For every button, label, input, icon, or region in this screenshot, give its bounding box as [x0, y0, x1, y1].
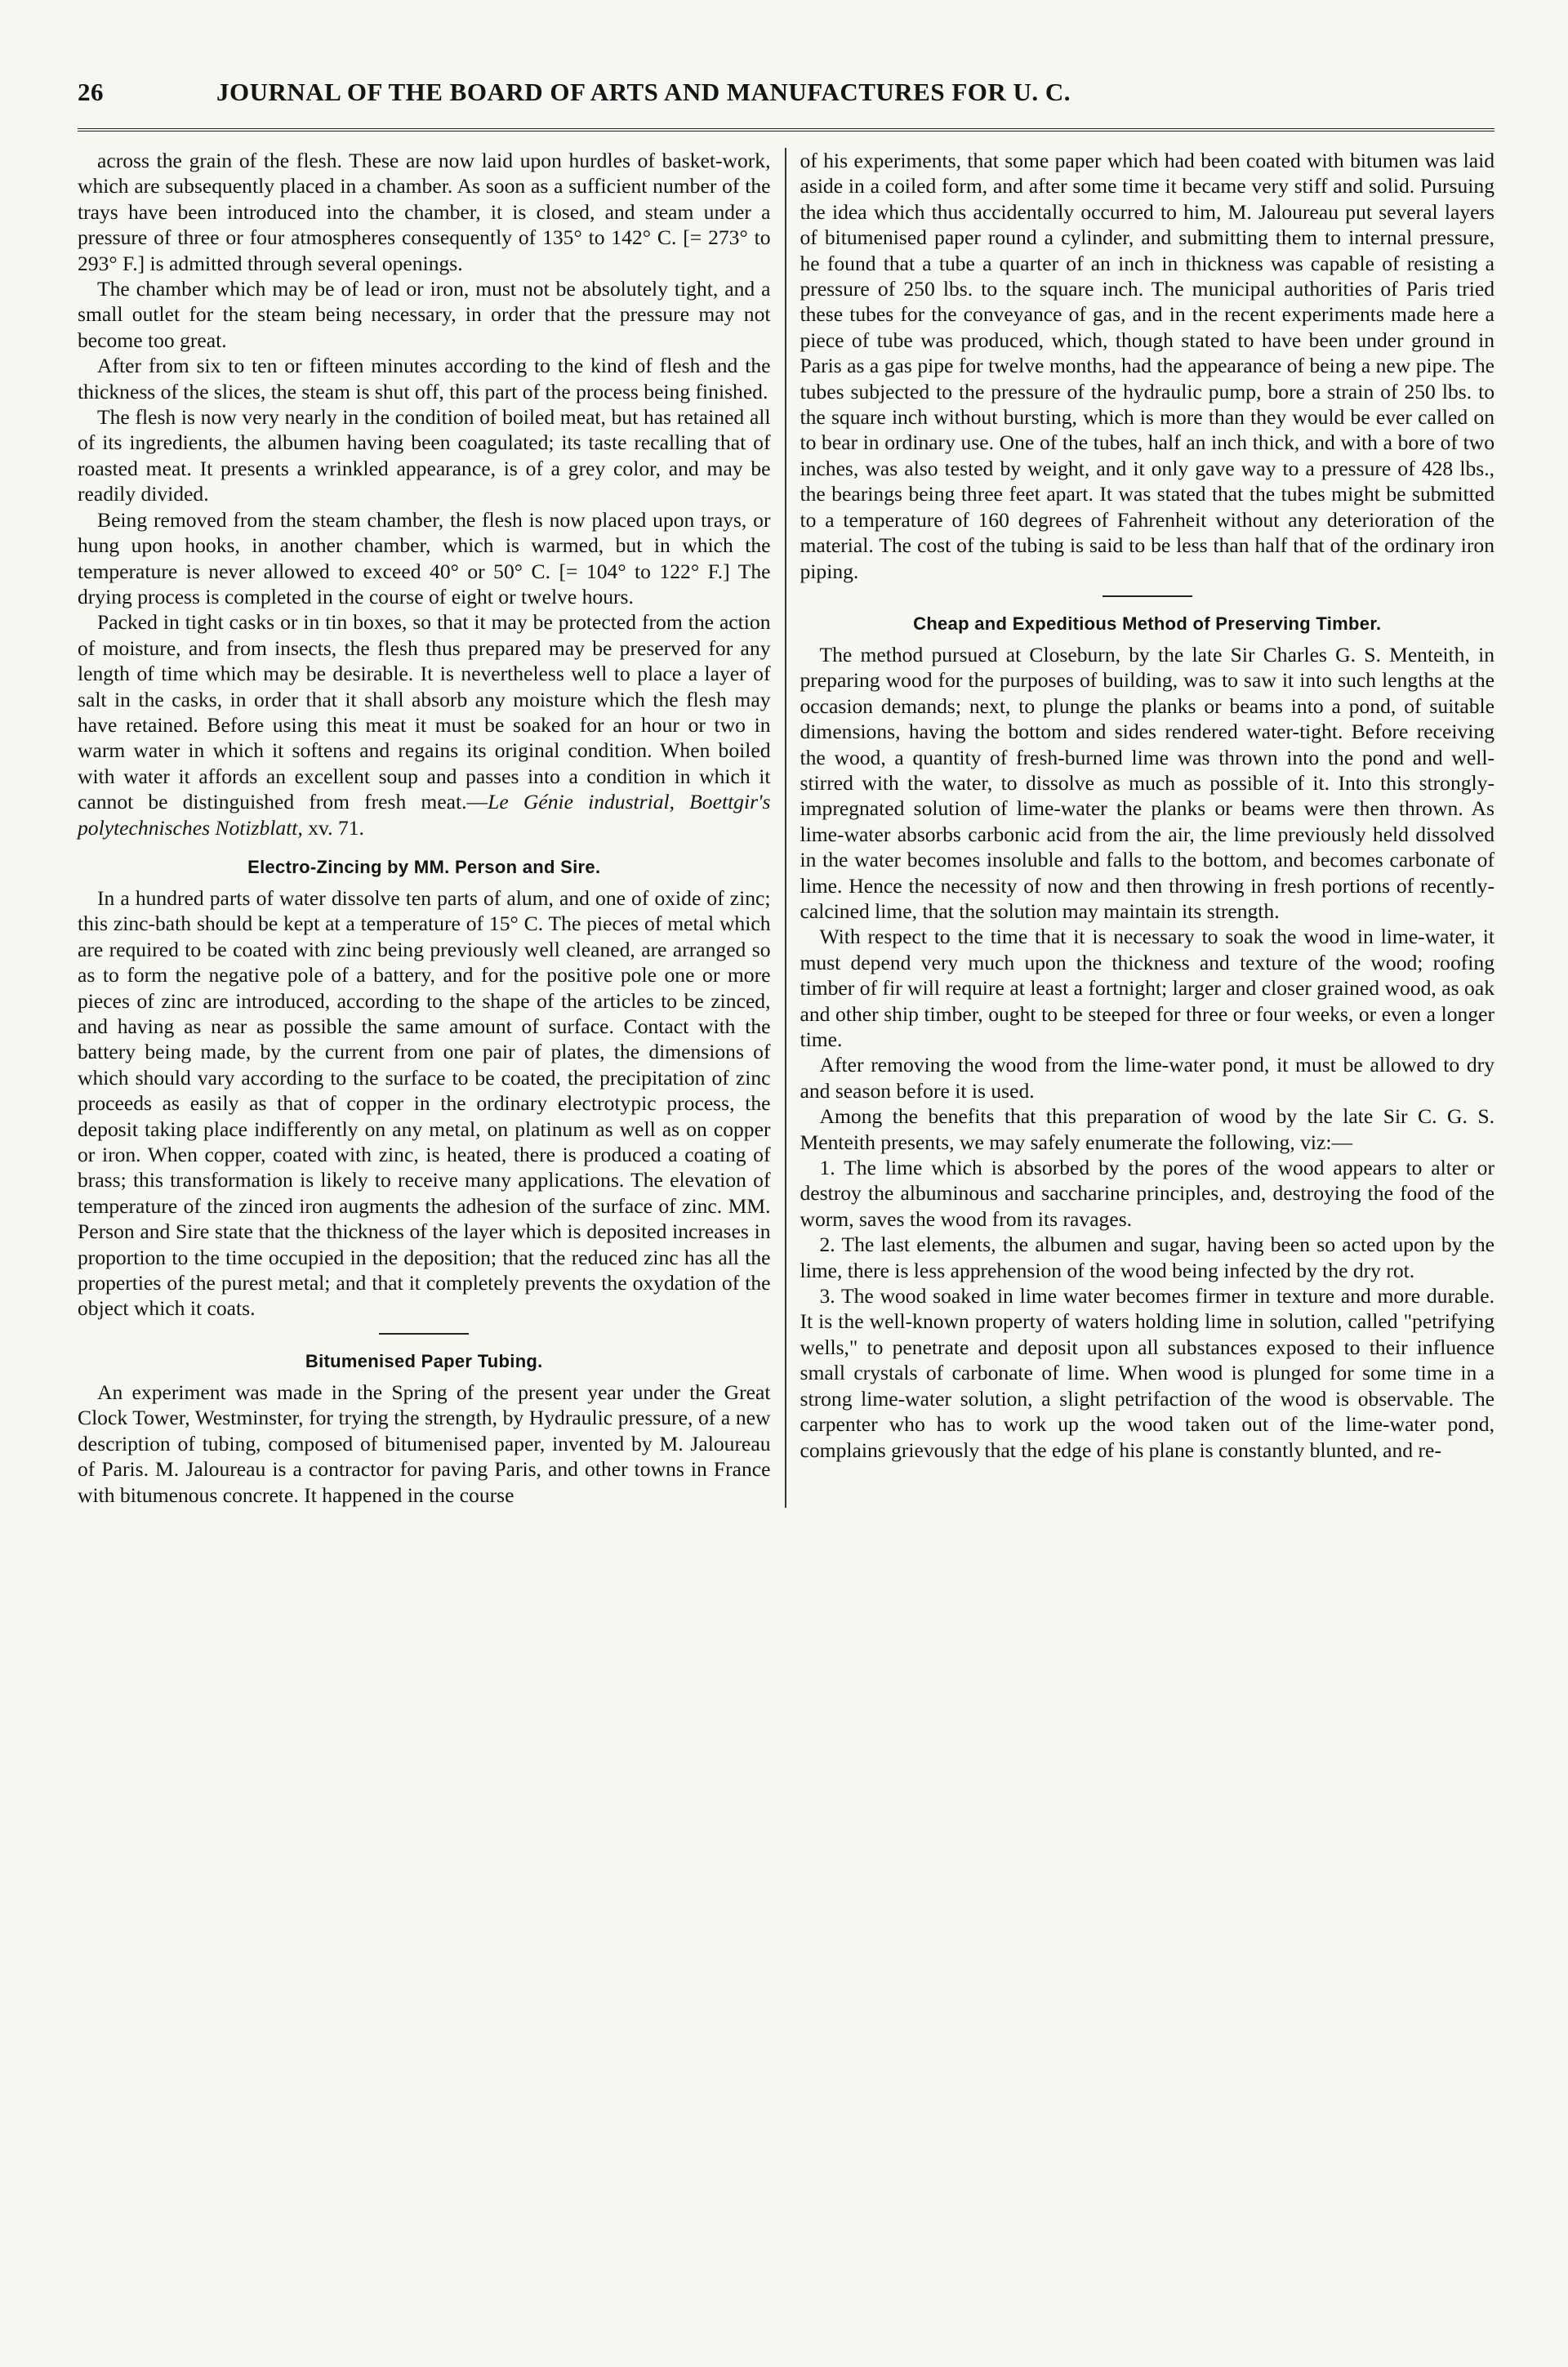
paragraph: After from six to ten or fifteen minutes according to the kind of flesh and the thickness of the slices, the steam is shut off, this part of the process being finished.	[78, 354, 771, 403]
list-item: 2. The last elements, the albumen and sugar, having been so acted upon by the lime, there is less apprehension of the wood being infected by the dry rot.	[800, 1233, 1494, 1282]
running-title: JOURNAL OF THE BOARD OF ARTS AND MANUFACTURES FOR U. C.	[216, 78, 1071, 106]
section-title-paper-tubing: Bitumenised Paper Tubing.	[305, 1350, 543, 1371]
paragraph: In a hundred parts of water dissolve ten parts of alum, and one of oxide of zinc; this zinc-bath should be kept at a temperature of 15° C. The pieces of metal which are required to be coated with zinc being previously well cleaned, are arranged so as to form the negative pole of a battery, and for the positive pole one or more pieces of zinc are introduced, according to the shape of the articles to be zinced, and having as near as possible the same amount of surface. Contact with the battery being made, by the current from one pair of plates, the dimensions of which should vary according to the surface to be coated, the precipitation of zinc proceeds as easily as that of copper in the ordinary electrotypic process, the deposit taking place indifferently on any metal, on platinum as well as on copper or iron. When copper, coated with zinc, is heated, there is produced a coating of brass; this transformation is likely to receive many applications. The elevation of temperature of the zinced iron augments the adhesion of the surface of zinc. MM. Person and Sire state that the thickness of the layer which is deposited increases in proportion to the time occupied in the deposition; that the reduced zinc has all the properties of the purest metal; and that it completely prevents the oxydation of the object which it coats.	[78, 885, 771, 1321]
list-item: 1. The lime which is absorbed by the pores of the wood appears to alter or destroy the albuminous and saccharine principles, and, destroying the food of the worm, saves the wood from its ravages.	[800, 1156, 1494, 1231]
paragraph: An experiment was made in the Spring of the present year under the Great Clock Tower, Westminster, for trying the strength, by Hydraulic pressure, of a new description of tubing, composed of bitumenised paper, invented by M. Jaloureau of Paris. M. Jaloureau is a contractor for paving Paris, and other towns in France with bitumenous concrete. It happened in the course	[78, 1380, 771, 1507]
text-columns	[78, 148, 1494, 1508]
citation-ref: xv. 71.	[302, 815, 364, 840]
page-number: 26	[78, 78, 104, 106]
paragraph: The method pursued at Closeburn, by the late Sir Charles G. S. Menteith, in preparing wood for the purposes of building, was to saw it into such lengths at the occasion demands; next, to plunge the planks or beams into a pond, of suitable dimensions, having the bottom and sides rendered water-tight. Before receiving the wood, a quantity of fresh-burned lime was thrown into the pond and well-stirred with the water, to dissolve as much as possible of it. Into this strongly-impregnated solution of lime-water the planks or beams were then thrown. As lime-water absorbs carbonic acid from the air, the lime previously held dissolved in the water becomes insoluble and falls to the bottom, and becomes carbonate of lime. Hence the necessity of now and then throwing in fresh portions of recently-calcined lime, that the solution may maintain its strength.	[800, 642, 1494, 923]
paragraph: After removing the wood from the lime-water pond, it must be allowed to dry and season before it is used.	[800, 1053, 1494, 1103]
paragraph: The flesh is now very nearly in the condition of boiled meat, but has retained all of its ingredients, the albumen having been coagulated; its taste recalling that of roasted meat. It presents a wrinkled appearance, is of a grey color, and may be readily divided.	[78, 405, 771, 506]
paragraph-text: Packed in tight casks or in tin boxes, so that it may be protected from the action of moisture, and from insects, the flesh thus prepared may be preserved for any length of time which may be desirable. It is nevertheless well to place a layer of salt in the casks, in order that it shall absorb any moisture which the flesh may have retained. Before using this meat it must be soaked for an hour or two in warm water in which it softens and regains its original condition. When boiled with water it affords an excellent soup and passes into a condition in which it cannot be distinguished from fresh meat.—	[78, 610, 771, 814]
paragraph	[78, 609, 771, 840]
section-divider	[1102, 595, 1192, 597]
header-rule	[78, 128, 1494, 132]
list-item: 3. The wood soaked in lime water becomes firmer in texture and more durable. It is the well-known property of waters holding lime in solution, called "petrifying wells," to penetrate and deposit upon all substances exposed to their influence small crystals of carbonate of lime. When wood is plunged for some time in a strong lime-water solution, a slight petrifaction of the wood is observable. The carpenter who has to work up the wood taken out of the lime-water pond, complains grievously that the edge of his plane is constantly blunted, and re-	[800, 1284, 1494, 1462]
paragraph: The chamber which may be of lead or iron, must not be absolutely tight, and a small outlet for the steam being necessary, in order that the pressure may not become too great.	[78, 277, 771, 352]
page-header	[78, 78, 1494, 118]
paragraph: across the grain of the flesh. These are now laid upon hurdles of basket-work, which are subsequently placed in a chamber. As soon as a sufficient number of the trays have been introduced into the chamber, it is closed, and steam under a pressure of three or four atmospheres consequently of 135° to 142° C. [= 273° to 293° F.] is admitted through several openings.	[78, 149, 771, 275]
citation: Le Génie industrial, Boettgir's polytechnisches Notizblatt,	[78, 790, 771, 840]
paragraph: of his experiments, that some paper which had been coated with bitumen was laid aside in a coiled form, and after some time it became very stiff and solid. Pursuing the idea which thus accidentally occurred to him, M. Jaloureau put several layers of bitumenised paper round a cylinder, and submitting them to internal pressure, he found that a tube a quarter of an inch in thickness was capable of resisting a pressure of 250 lbs. to the square inch. The municipal authorities of Paris tried these tubes for the conveyance of gas, and in the recent experiments made here a piece of tube was produced, which, though stated to have been under ground in Paris as a gas pipe for twelve months, had the appearance of being a new pipe. The tubes subjected to the pressure of the hydraulic pump, bore a strain of 250 lbs. to the square inch without bursting, which is more than they would be ever called on to bear in ordinary use. One of the tubes, half an inch thick, and with a bore of two inches, was also tested by weight, and it only gave way to a pressure of 428 lbs., the bearings being three feet apart. It was stated that the tubes might be submitted to a temperature of 160 degrees of Fahrenheit without any deterioration of the material. The cost of the tubing is said to be less than half that of the ordinary iron piping.	[800, 149, 1494, 583]
paragraph: Being removed from the steam chamber, the flesh is now placed upon trays, or hung upon hooks, in another chamber, which is warmed, but in which the temperature is never allowed to exceed 40° or 50° C. [= 104° to 122° F.] The drying process is completed in the course of eight or twelve hours.	[78, 507, 771, 608]
section-title-preserving-timber: Cheap and Expeditious Method of Preserving Timber.	[913, 613, 1382, 634]
section-title-electro-zincing: Electro-Zincing by MM. Person and Sire.	[247, 856, 601, 877]
section-divider	[379, 1333, 469, 1335]
left-column	[78, 148, 786, 1508]
paragraph: Among the benefits that this preparation of wood by the late Sir C. G. S. Menteith presents, we may safely enumerate the following, viz:—	[800, 1104, 1494, 1154]
paragraph: With respect to the time that it is necessary to soak the wood in lime-water, it must depend very much upon the thickness and texture of the wood; roofing timber of fir will require at least a fortnight; larger and closer grained wood, as oak and other ship timber, ought to be steeped for three or four weeks, or even a longer time.	[800, 925, 1494, 1051]
right-column	[786, 148, 1495, 1508]
